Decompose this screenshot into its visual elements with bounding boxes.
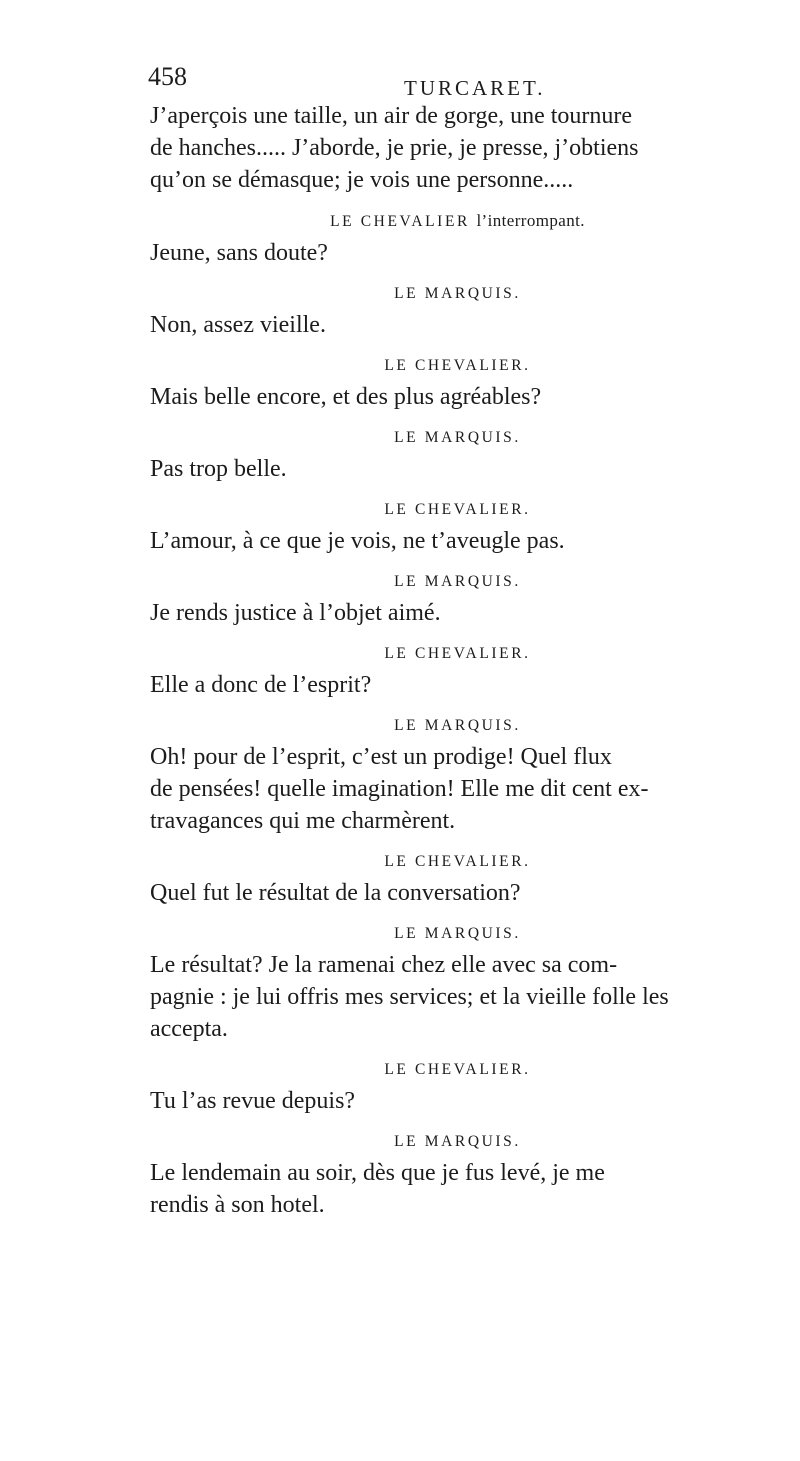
dialogue-turn [150,283,765,341]
dialogue-turn [150,210,765,269]
speech-line: travagances qui me charmèrent. [150,808,456,834]
speech-line: Jeune, sans doute? [150,240,328,266]
speaker-name [150,283,765,305]
speaker-label: LE CHEVALIER. [384,357,531,374]
dialogue-turn [150,355,765,413]
dialogue [150,210,765,1221]
speaker-label: LE MARQUIS. [394,285,521,302]
text-line: qu’on se démasque; je vois une personne..... [150,167,574,193]
speaker-name [150,1059,765,1081]
speaker-name [150,355,765,377]
speech-line: rendis à son hotel. [150,1192,325,1218]
running-title: TURCARET. [404,76,546,100]
speaker-label: LE MARQUIS. [394,1133,521,1150]
speaker-name [150,1131,765,1153]
dialogue-turn [150,427,765,485]
speaker-label: LE CHEVALIER [330,213,470,230]
speech-line: Quel fut le résultat de la conversation? [150,880,521,906]
page-number: 458 [148,62,187,91]
speech-line: accepta. [150,1016,228,1042]
speaker-name [150,923,765,945]
speaker-name [150,851,765,873]
speech-line: Le lendemain au soir, dès que je fus levé, je me [150,1160,605,1186]
dialogue-turn [150,1059,765,1117]
opening-paragraph [150,100,765,196]
dialogue-turn [150,715,765,837]
speaker-name [150,571,765,593]
speech-line: Pas trop belle. [150,456,287,482]
speech-line: de pensées! quelle imagination! Elle me dit cent ex- [150,776,649,802]
dialogue-turn [150,1131,765,1221]
dialogue-turn [150,571,765,629]
speaker-name [150,210,765,233]
text-line: de hanches..... J’aborde, je prie, je presse, j’obtiens [150,135,639,161]
speech-line: pagnie : je lui offris mes services; et la vieille folle les [150,984,669,1010]
speech-line: Elle a donc de l’esprit? [150,672,372,698]
speech-line: Non, assez vieille. [150,312,326,338]
speech-line: Je rends justice à l’objet aimé. [150,600,441,626]
page-header [148,62,768,102]
speaker-label: LE CHEVALIER. [384,501,531,518]
speech-line: Tu l’as revue depuis? [150,1088,356,1114]
speaker-label: LE CHEVALIER. [384,1061,531,1078]
speech-line: Le résultat? Je la ramenai chez elle avec sa com- [150,952,618,978]
speaker-name [150,715,765,737]
speaker-name [150,499,765,521]
text-line: J’aperçois une taille, un air de gorge, une tournure [150,103,633,129]
speech-line: Oh! pour de l’esprit, c’est un prodige! Quel flux [150,744,612,770]
dialogue-turn [150,499,765,557]
dialogue-turn [150,851,765,909]
speech-line: L’amour, à ce que je vois, ne t’aveugle pas. [150,528,565,554]
speaker-label: LE MARQUIS. [394,925,521,942]
speaker-label: LE MARQUIS. [394,429,521,446]
speaker-name [150,643,765,665]
dialogue-turn [150,923,765,1045]
speech-line: Mais belle encore, et des plus agréables? [150,384,542,410]
stage-direction: l’interrompant. [476,211,585,230]
speaker-label: LE CHEVALIER. [384,853,531,870]
speaker-label: LE MARQUIS. [394,573,521,590]
dialogue-turn [150,643,765,701]
speaker-label: LE CHEVALIER. [384,645,531,662]
page-text [150,100,765,1221]
speaker-name [150,427,765,449]
speaker-label: LE MARQUIS. [394,717,521,734]
